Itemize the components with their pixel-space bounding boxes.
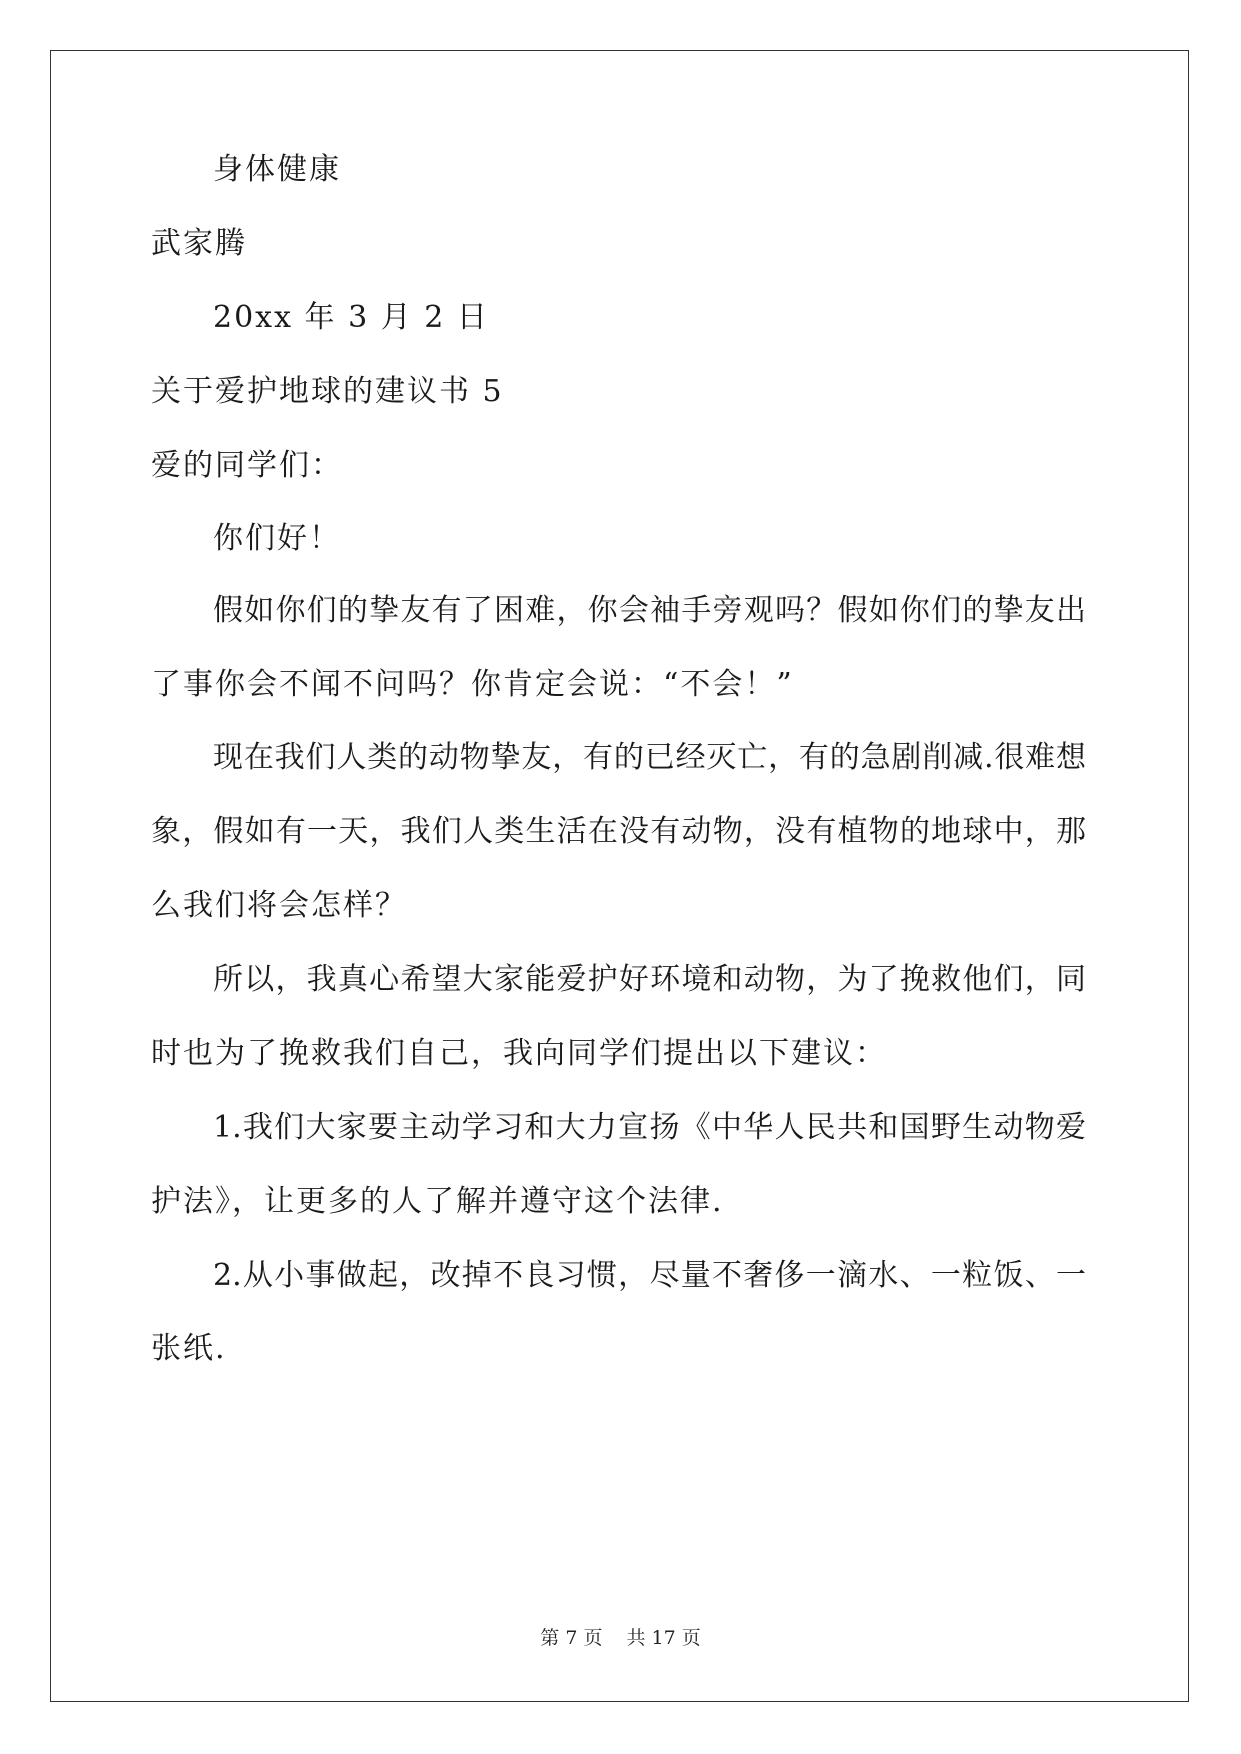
paragraph-line: 现在我们人类的动物挚友，有的已经灭亡，有的急剧削减.很难想 <box>213 740 1086 775</box>
section-title: 关于爱护地球的建议书 5 <box>151 374 504 409</box>
paragraph-line: 了事你会不闻不问吗？你肯定会说：“不会！” <box>151 667 794 702</box>
signature-name: 武家腾 <box>151 226 247 261</box>
paragraph-line: 所以，我真心希望大家能爱护好环境和动物，为了挽救他们，同 <box>213 962 1086 997</box>
list-item-line: 护法》，让更多的人了解并遵守这个法律. <box>151 1184 724 1219</box>
closing-line: 身体健康 <box>213 152 341 187</box>
page-footer <box>0 1626 1241 1650</box>
salutation: 爱的同学们： <box>151 448 343 483</box>
paragraph-line: 假如你们的挚友有了困难，你会袖手旁观吗？假如你们的挚友出 <box>213 593 1086 628</box>
list-item-line: 张纸. <box>151 1331 227 1366</box>
page-number: 第 7 页 <box>540 1627 603 1649</box>
list-item-line: 1.我们大家要主动学习和大力宣扬《中华人民共和国野生动物爱 <box>213 1110 1086 1145</box>
paragraph-line: 象，假如有一天，我们人类生活在没有动物，没有植物的地球中，那 <box>151 814 1086 849</box>
page-total: 共 17 页 <box>626 1627 701 1649</box>
paragraph-line: 么我们将会怎样？ <box>151 888 407 923</box>
signature-date: 20xx 年 3 月 2 日 <box>213 300 489 335</box>
paragraph-line: 时也为了挽救我们自己，我向同学们提出以下建议： <box>151 1036 887 1071</box>
page-border <box>50 50 1189 1702</box>
greeting: 你们好！ <box>213 521 341 556</box>
list-item-line: 2.从小事做起，改掉不良习惯，尽量不奢侈一滴水、一粒饭、一 <box>213 1258 1086 1293</box>
